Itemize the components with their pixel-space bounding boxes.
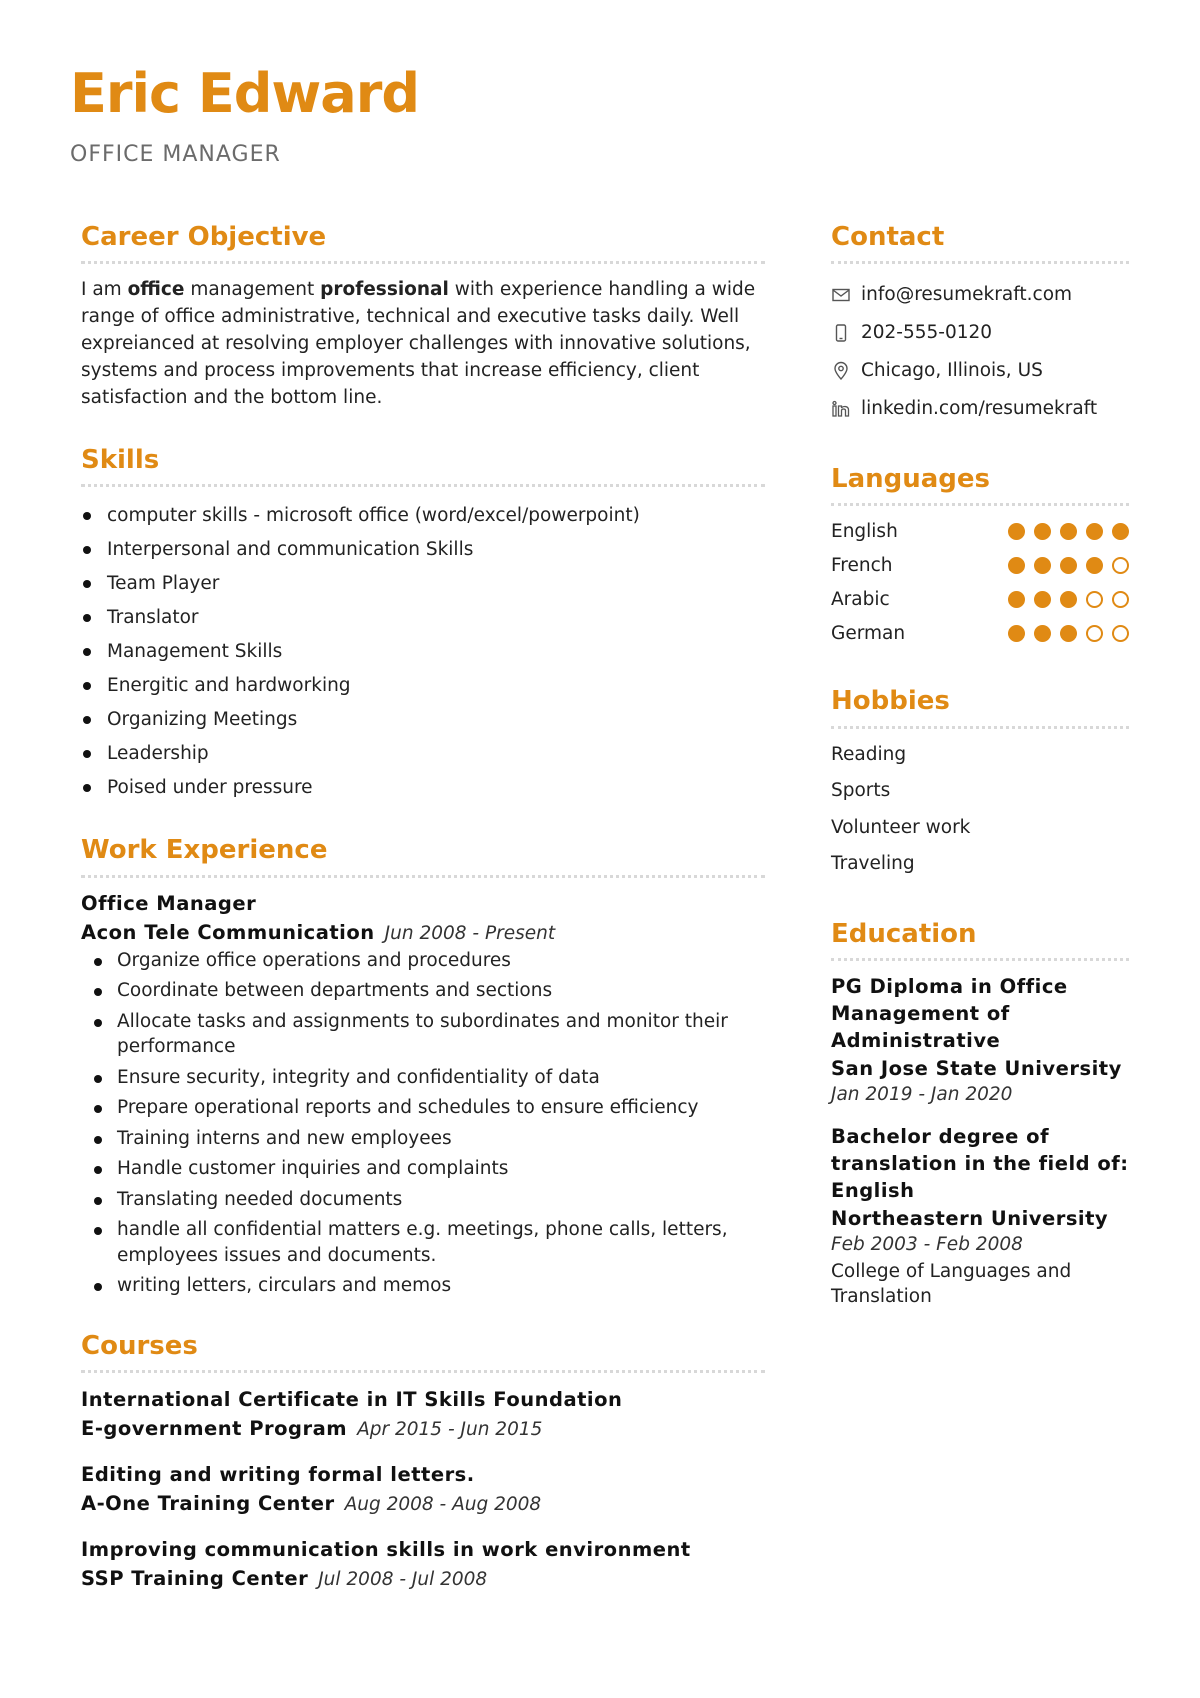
hobbies-section [831, 686, 1129, 882]
skill-item: Team Player [81, 567, 765, 601]
course-item [81, 1535, 765, 1594]
course-item [81, 1385, 765, 1444]
duty-item: Prepare operational reports and schedules to ensure efficiency [81, 1095, 765, 1121]
language-name: Arabic [831, 588, 890, 610]
job-title: Office Manager [81, 891, 257, 915]
rating-dot-filled [1060, 523, 1077, 540]
course-provider: A-One Training Center [81, 1491, 335, 1515]
hobby-item: Sports [831, 780, 891, 802]
rating-dot-filled [1034, 523, 1051, 540]
rating-dot-filled [1034, 591, 1051, 608]
work-experience-title: Work Experience [81, 835, 765, 877]
course-provider-line [81, 1564, 765, 1594]
language-rating [1008, 625, 1129, 642]
mail-icon [831, 285, 851, 305]
education-title: Education [831, 919, 1129, 961]
course-dates: Apr 2015 - Jun 2015 [357, 1418, 543, 1440]
course-provider-line [81, 1414, 765, 1444]
education-school: Northeastern University [831, 1206, 1109, 1230]
contact-title: Contact [831, 222, 1129, 264]
rating-dot-filled [1008, 523, 1025, 540]
education-degree: Bachelor degree of translation in the field of: English [831, 1124, 1129, 1202]
languages-title: Languages [831, 464, 1129, 506]
rating-dot-empty [1112, 591, 1129, 608]
career-objective-section [81, 222, 765, 411]
contact-section [831, 222, 1129, 428]
language-name: French [831, 554, 893, 576]
duty-item: Organize office operations and procedures [81, 948, 765, 974]
right-column [831, 222, 1129, 1345]
job-duties-list [81, 948, 765, 1299]
course-provider: E-government Program [81, 1416, 348, 1440]
courses-section [81, 1331, 765, 1594]
skills-title: Skills [81, 445, 765, 487]
languages-section [831, 464, 1129, 650]
contact-linkedin-text: linkedin.com/resumekraft [861, 398, 1098, 420]
education-note: College of Languages and Translation [831, 1260, 1072, 1307]
job-company: Acon Tele Communication [81, 920, 375, 944]
job-dates: Jun 2008 - Present [384, 922, 556, 944]
rating-dot-filled [1034, 625, 1051, 642]
duty-item: Coordinate between departments and sections [81, 978, 765, 1004]
skill-item: Organizing Meetings [81, 703, 765, 737]
location-icon [831, 361, 851, 381]
rating-dot-filled [1086, 557, 1103, 574]
skills-section [81, 445, 765, 805]
skills-list [81, 499, 765, 805]
linkedin-icon [831, 399, 851, 419]
rating-dot-empty [1086, 591, 1103, 608]
course-dates: Aug 2008 - Aug 2008 [344, 1493, 542, 1515]
courses-title: Courses [81, 1331, 765, 1373]
rating-dot-empty [1086, 625, 1103, 642]
work-experience-section [81, 835, 765, 1298]
job-company-line [81, 918, 765, 948]
career-objective-title: Career Objective [81, 222, 765, 264]
course-provider: SSP Training Center [81, 1566, 309, 1590]
hobby-item: Traveling [831, 853, 915, 875]
contact-email-text: info@resumekraft.com [861, 284, 1073, 306]
career-objective-text [81, 276, 765, 411]
phone-icon [831, 323, 851, 343]
duty-item: handle all confidential matters e.g. meetings, phone calls, letters, employees issues and documents. [81, 1217, 765, 1268]
objective-emphasis: professional [320, 279, 449, 301]
objective-text-segment: with experience handling a wide range of office administrative, technical and executive tasks daily. Well expreianced at resolving employer challenges with innovative solutions, systems and process improvements that increase efficiency, client satisfaction and the bottom line. [81, 279, 756, 409]
rating-dot-empty [1112, 625, 1129, 642]
rating-dot-filled [1060, 625, 1077, 642]
contact-email[interactable] [831, 276, 1129, 314]
education-list [831, 973, 1129, 1309]
course-provider-line [81, 1489, 765, 1519]
education-item [831, 1123, 1129, 1309]
skill-item: computer skills - microsoft office (word/excel/powerpoint) [81, 499, 765, 533]
language-name: German [831, 622, 906, 644]
rating-dot-filled [1060, 557, 1077, 574]
skill-item: Translator [81, 601, 765, 635]
contact-list [831, 276, 1129, 428]
course-item [81, 1460, 765, 1519]
course-name: Editing and writing formal letters. [81, 1462, 475, 1486]
language-row [831, 582, 1129, 616]
education-section [831, 919, 1129, 1309]
left-column [81, 222, 765, 1630]
contact-location [831, 352, 1129, 390]
contact-phone[interactable] [831, 314, 1129, 352]
education-item [831, 973, 1129, 1107]
hobbies-list [831, 737, 1129, 883]
contact-linkedin[interactable] [831, 390, 1129, 428]
skill-item: Poised under pressure [81, 771, 765, 805]
courses-list [81, 1385, 765, 1594]
education-dates: Jan 2019 - Jan 2020 [831, 1083, 1013, 1105]
education-degree: PG Diploma in Office Management of Administrative [831, 974, 1068, 1052]
language-rating [1008, 523, 1129, 540]
duty-item: Handle customer inquiries and complaints [81, 1156, 765, 1182]
rating-dot-empty [1112, 557, 1129, 574]
skill-item: Management Skills [81, 635, 765, 669]
rating-dot-filled [1008, 557, 1025, 574]
contact-location-text: Chicago, Illinois, US [861, 360, 1043, 382]
objective-emphasis: office [127, 279, 185, 301]
duty-item: Allocate tasks and assignments to subordinates and monitor their performance [81, 1009, 765, 1060]
course-dates: Jul 2008 - Jul 2008 [318, 1568, 488, 1590]
duty-item: Ensure security, integrity and confidentiality of data [81, 1065, 765, 1091]
skill-item: Leadership [81, 737, 765, 771]
skill-item: Interpersonal and communication Skills [81, 533, 765, 567]
candidate-name: Eric Edward [70, 62, 419, 125]
rating-dot-filled [1008, 625, 1025, 642]
objective-text-segment: I am [81, 279, 128, 301]
course-name: Improving communication skills in work environment [81, 1537, 691, 1561]
language-rating [1008, 557, 1129, 574]
languages-list [831, 514, 1129, 650]
duty-item: writing letters, circulars and memos [81, 1273, 765, 1299]
education-dates: Feb 2003 - Feb 2008 [831, 1233, 1023, 1255]
hobbies-title: Hobbies [831, 686, 1129, 728]
contact-phone-text: 202-555-0120 [861, 322, 993, 344]
duty-item: Training interns and new employees [81, 1126, 765, 1152]
rating-dot-filled [1008, 591, 1025, 608]
language-name: English [831, 520, 898, 542]
duty-item: Translating needed documents [81, 1187, 765, 1213]
rating-dot-filled [1034, 557, 1051, 574]
language-row [831, 514, 1129, 548]
hobby-item: Reading [831, 743, 907, 765]
language-row [831, 616, 1129, 650]
rating-dot-filled [1086, 523, 1103, 540]
rating-dot-filled [1112, 523, 1129, 540]
language-rating [1008, 591, 1129, 608]
objective-text-segment: management [184, 279, 321, 301]
education-school: San Jose State University [831, 1056, 1122, 1080]
rating-dot-filled [1060, 591, 1077, 608]
language-row [831, 548, 1129, 582]
course-name: International Certificate in IT Skills Foundation [81, 1387, 623, 1411]
candidate-role: OFFICE MANAGER [70, 142, 281, 167]
skill-item: Energitic and hardworking [81, 669, 765, 703]
hobby-item: Volunteer work [831, 816, 971, 838]
